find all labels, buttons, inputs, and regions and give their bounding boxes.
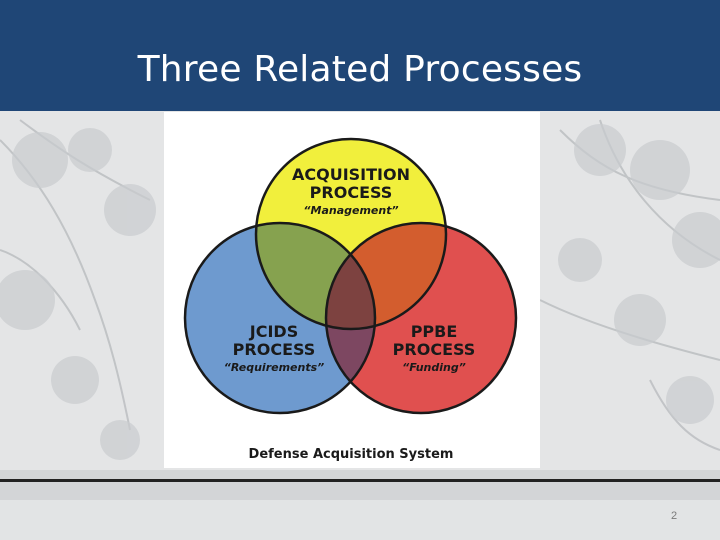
acquisition-subtitle: “Management” <box>303 204 399 217</box>
acquisition-label-line2: PROCESS <box>309 183 393 202</box>
slide-title: Three Related Processes <box>137 49 583 90</box>
ppbe-subtitle: “Funding” <box>402 361 466 374</box>
diagram-caption: Defense Acquisition System <box>248 447 454 462</box>
jcids-label-line2: PROCESS <box>232 340 316 359</box>
acquisition-label-line1: ACQUISITION <box>291 165 411 184</box>
ppbe-label-line2: PROCESS <box>392 340 476 359</box>
diagram-panel <box>164 112 540 468</box>
ppbe-label-line1: PPBE <box>410 322 458 341</box>
page-number: 2 <box>670 510 678 522</box>
footer-divider <box>0 479 720 482</box>
jcids-label-line1: JCIDS <box>249 322 299 341</box>
jcids-subtitle: “Requirements” <box>223 361 325 374</box>
title-bar <box>0 0 720 111</box>
venn-diagram <box>164 112 540 468</box>
